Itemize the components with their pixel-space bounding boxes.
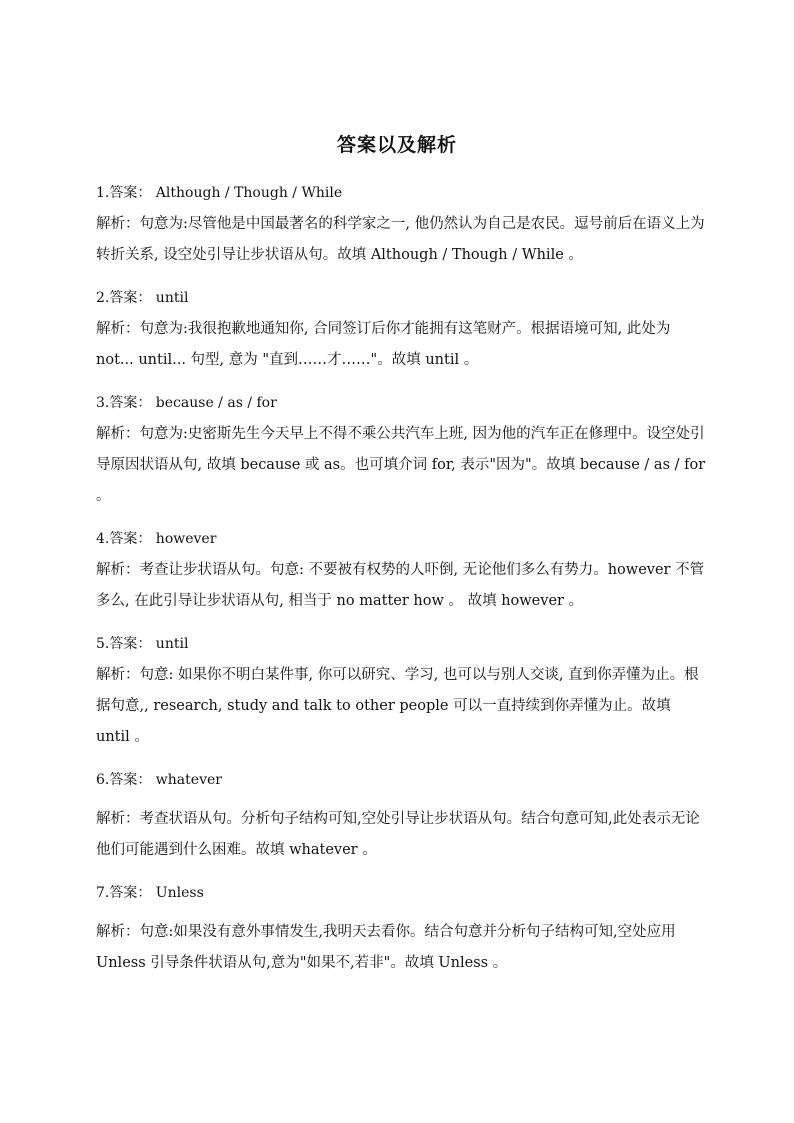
analysis-text: 解析：句意为:我很抱歉地通知你, 合同签订后你才能拥有这笔财产。根据语境可知, 此处为 not... until... 句型, 意为 "直到……才……"。故填 until 。 [96,321,671,368]
answer-line: 4.答案： however [96,531,217,547]
answer-item-1 [96,178,706,271]
answer-item-7 [96,878,706,979]
answer-line: 1.答案： Although / Though / While [96,185,343,201]
answer-item-6 [96,765,706,866]
answer-item-3 [96,388,706,512]
analysis-text: 解析：考查让步状语从句。句意: 不要被有权势的人吓倒, 无论他们多么有势力。however 不管多么, 在此引导让步状语从句, 相当于 no matter how 。 故填 however 。 [96,562,705,609]
answer-item-4 [96,524,706,617]
answer-line: 6.答案： whatever [96,772,222,788]
answer-list [96,178,706,979]
answer-item-2 [96,283,706,376]
analysis-text: 解析：句意: 如果你不明白某件事, 你可以研究、学习, 也可以与别人交谈, 直到你弄懂为止。根据句意,, research, study and talk to other people 可以一直持续到你弄懂为止。故填 until 。 [96,667,699,745]
analysis-text: 解析：句意:如果没有意外事情发生,我明天去看你。结合句意并分析句子结构可知,空处应用 Unless 引导条件状语从句,意为"如果不,若非"。故填 Unless 。 [96,924,676,971]
answer-line: 2.答案： until [96,290,189,306]
answer-line: 7.答案： Unless [96,885,204,901]
analysis-text: 解析：考查状语从句。分析句子结构可知,空处引导让步状语从句。结合句意可知,此处表示无论他们可能遇到什么困难。故填 whatever 。 [96,811,700,858]
analysis-text: 解析：句意为:尽管他是中国最著名的科学家之一, 他仍然认为自己是农民。逗号前后在语义上为转折关系, 设空处引导让步状语从句。故填 Although / Though / While 。 [96,216,705,263]
page-title: 答案以及解析 [336,134,457,156]
analysis-text: 解析：句意为:史密斯先生今天早上不得不乘公共汽车上班, 因为他的汽车正在修理中。设空处引导原因状语从句, 故填 because 或 as。也可填介词 for, 表示"因为"。故填 because / as / for 。 [96,426,706,504]
answer-line: 5.答案： until [96,636,189,652]
answer-item-5 [96,629,706,753]
answer-line: 3.答案： because / as / for [96,395,277,411]
